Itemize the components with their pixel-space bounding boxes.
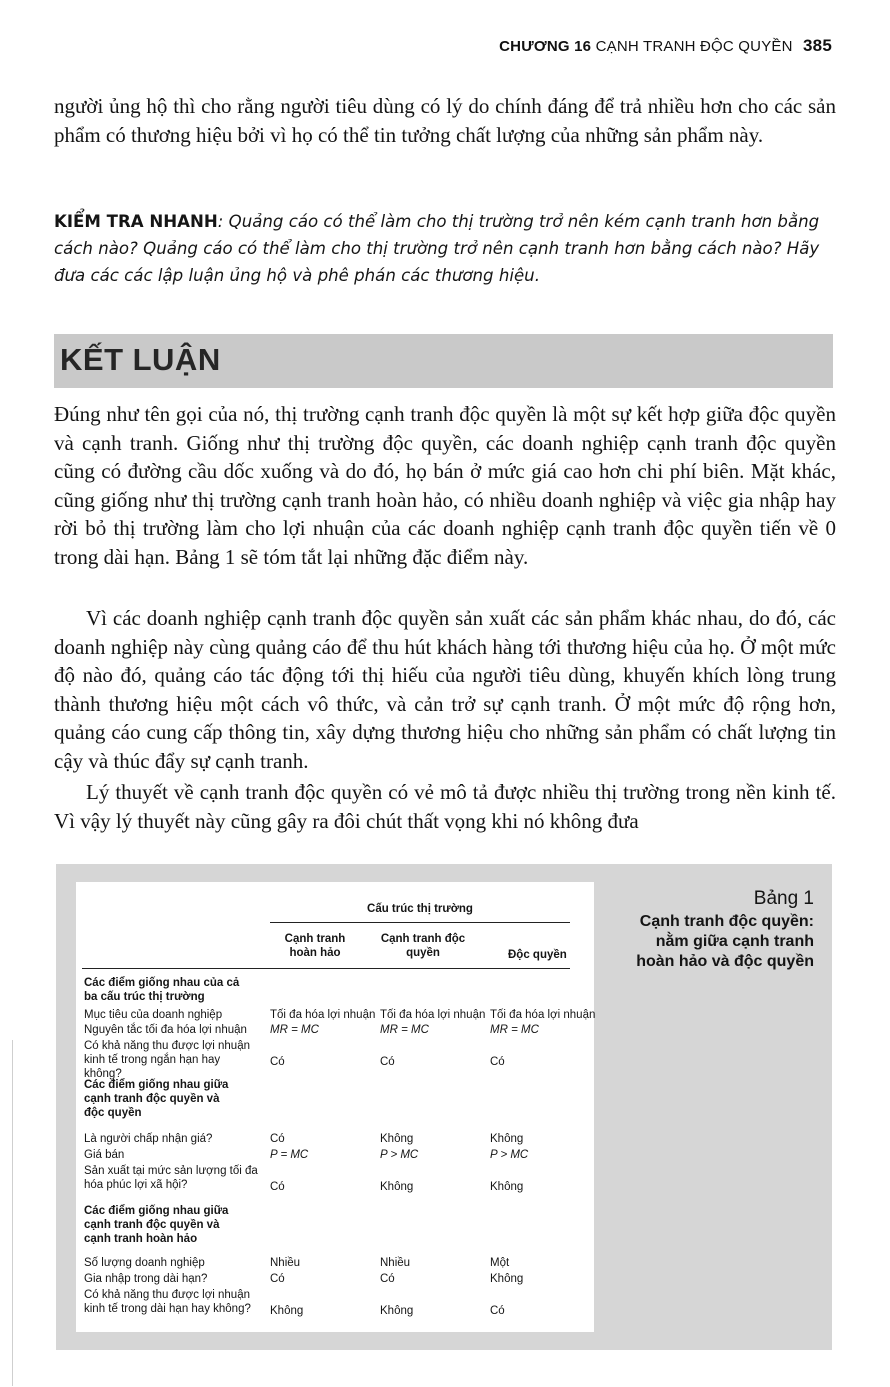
table-cell: P = MC	[270, 1149, 309, 1161]
paragraph-3: Lý thuyết về cạnh tranh độc quyền có vẻ mô tả được nhiều thị trường trong nền kinh tế. Vì vậy lý thuyết này cũng gây ra đôi chút thất vọng khi nó không đưa	[54, 780, 836, 833]
chapter-title: CẠNH TRANH ĐỘC QUYỀN	[595, 38, 793, 55]
quick-check-text: : Quảng cáo có thể làm cho thị trường trở nên kém cạnh tranh hơn bằng cách nào? Quảng cáo có thể làm cho thị trường trở nên cạnh tranh hơn bằng cách nào? Hãy đưa các các lập luận ủng hộ và phê phán các thương hiệu.	[54, 212, 820, 285]
table-cell: MR = MC	[270, 1024, 319, 1036]
table-cell: P > MC	[380, 1149, 419, 1161]
table-row-label: Sản xuất tại mức sản lượng tối đa hóa phúc lợi xã hội?	[84, 1165, 258, 1191]
quick-check-label: KIỂM TRA NHANH	[54, 212, 218, 231]
page-number: 385	[803, 36, 832, 55]
table-group-header: Cấu trúc thị trường	[367, 903, 473, 915]
running-header	[499, 36, 832, 56]
table-cell: Tối đa hóa lợi nhuận	[380, 1009, 486, 1021]
table-rule	[270, 922, 570, 923]
table-cell: Có	[270, 1133, 285, 1145]
table-cell: Có	[270, 1273, 285, 1285]
table-cell: Có	[490, 1305, 505, 1317]
table-cell: MR = MC	[490, 1024, 539, 1036]
table-row-label: Là người chấp nhận giá?	[84, 1133, 213, 1145]
table-row-label: Gia nhập trong dài hạn?	[84, 1273, 208, 1285]
column-header-perfect-competition: Cạnh tranh hoàn hảo	[284, 933, 346, 959]
table-caption-title: Cạnh tranh độc quyền: nằm giữa cạnh tranh hoàn hảo và độc quyền	[636, 913, 814, 970]
table-cell: Nhiều	[270, 1257, 301, 1269]
table-section-heading: Các điểm giống nhau của cả ba cấu trúc thị trường	[84, 977, 240, 1003]
table-cell: Không	[490, 1273, 524, 1285]
table-cell: Một	[490, 1257, 510, 1269]
table-cell: Không	[490, 1181, 524, 1193]
table-cell: P > MC	[490, 1149, 529, 1161]
column-header-monopolistic-competition: Cạnh tranh độc quyền	[380, 933, 466, 959]
table-cell: Không	[490, 1133, 524, 1145]
table-cell: Tối đa hóa lợi nhuận	[270, 1009, 376, 1021]
table-cell: Có	[270, 1056, 285, 1068]
section-banner	[54, 334, 833, 388]
table-row-label: Có khả năng thu được lợi nhuận kinh tế trong ngắn hạn hay không?	[84, 1040, 250, 1080]
table-row-label: Nguyên tắc tối đa hóa lợi nhuận	[84, 1024, 247, 1036]
paragraph-2: Vì các doanh nghiệp cạnh tranh độc quyền sản xuất các sản phẩm khác nhau, do đó, các doanh nghiệp này cùng quảng cáo để thu hút khách hàng tới thương hiệu của họ. Ở một mức độ nào đó, quảng cáo tác động tới thị hiếu của người tiêu dùng, khuyến khích lòng trung thành thương hiệu một cách vô thức, và cản trở sự cạnh tranh. Ở một mức độ rộng hơn, quảng cáo cung cấp thông tin, xây dựng thương hiệu cho những sản phẩm có chất lượng tin cậy và thúc đẩy sự cạnh tranh.	[54, 606, 836, 773]
table-section-heading: Các điểm giống nhau giữa cạnh tranh độc quyền và độc quyền	[84, 1079, 229, 1119]
table-cell: Có	[490, 1056, 505, 1068]
table-row-label: Số lượng doanh nghiệp	[84, 1257, 205, 1269]
table-cell: Có	[380, 1056, 395, 1068]
table-row-label: Có khả năng thu được lợi nhuận kinh tế trong dài hạn hay không?	[84, 1289, 251, 1315]
table-cell: Có	[380, 1273, 395, 1285]
table-section-heading: Các điểm giống nhau giữa cạnh tranh độc quyền và cạnh tranh hoàn hảo	[84, 1205, 229, 1245]
table-cell: Tối đa hóa lợi nhuận	[490, 1009, 596, 1021]
table-cell: Không	[270, 1305, 304, 1317]
table-cell: Không	[380, 1133, 414, 1145]
table-cell: Không	[380, 1181, 414, 1193]
margin-line	[12, 1040, 13, 1386]
table-rule	[82, 968, 570, 969]
table-row-label: Giá bán	[84, 1149, 125, 1161]
table-caption	[614, 888, 814, 972]
quick-check	[54, 208, 838, 289]
table-cell: Không	[380, 1305, 414, 1317]
table-row-label: Mục tiêu của doanh nghiệp	[84, 1009, 223, 1021]
section-title: KẾT LUẬN	[60, 342, 221, 377]
paragraph-1: Đúng như tên gọi của nó, thị trường cạnh tranh độc quyền là một sự kết hợp giữa độc quyền và cạnh tranh. Giống như thị trường độc quyền, các doanh nghiệp cạnh tranh độc quyền cũng có đường cầu dốc xuống và do đó, họ bán ở mức giá cao hơn chi phí biên. Mặt khác, cũng giống như thị trường cạnh tranh hoàn hảo, có nhiều doanh nghiệp và việc gia nhập hay rời bỏ thị trường làm cho lợi nhuận của các doanh nghiệp cạnh tranh độc quyền tiến về 0 trong dài hạn. Bảng 1 sẽ tóm tắt lại những đặc điểm này.	[54, 402, 836, 569]
chapter-label: CHƯƠNG 16	[499, 38, 592, 55]
summary-table	[76, 882, 594, 1332]
intro-paragraph: người ủng hộ thì cho rằng người tiêu dùng có lý do chính đáng để trả nhiều hơn cho các sản phẩm có thương hiệu bởi vì họ có thể tin tưởng chất lượng của những sản phẩm này.	[54, 94, 836, 147]
table-caption-number: Bảng 1	[753, 888, 814, 909]
table-cell: MR = MC	[380, 1024, 429, 1036]
column-header-monopoly: Độc quyền	[508, 949, 567, 961]
table-cell: Có	[270, 1181, 285, 1193]
table-cell: Nhiều	[380, 1257, 411, 1269]
